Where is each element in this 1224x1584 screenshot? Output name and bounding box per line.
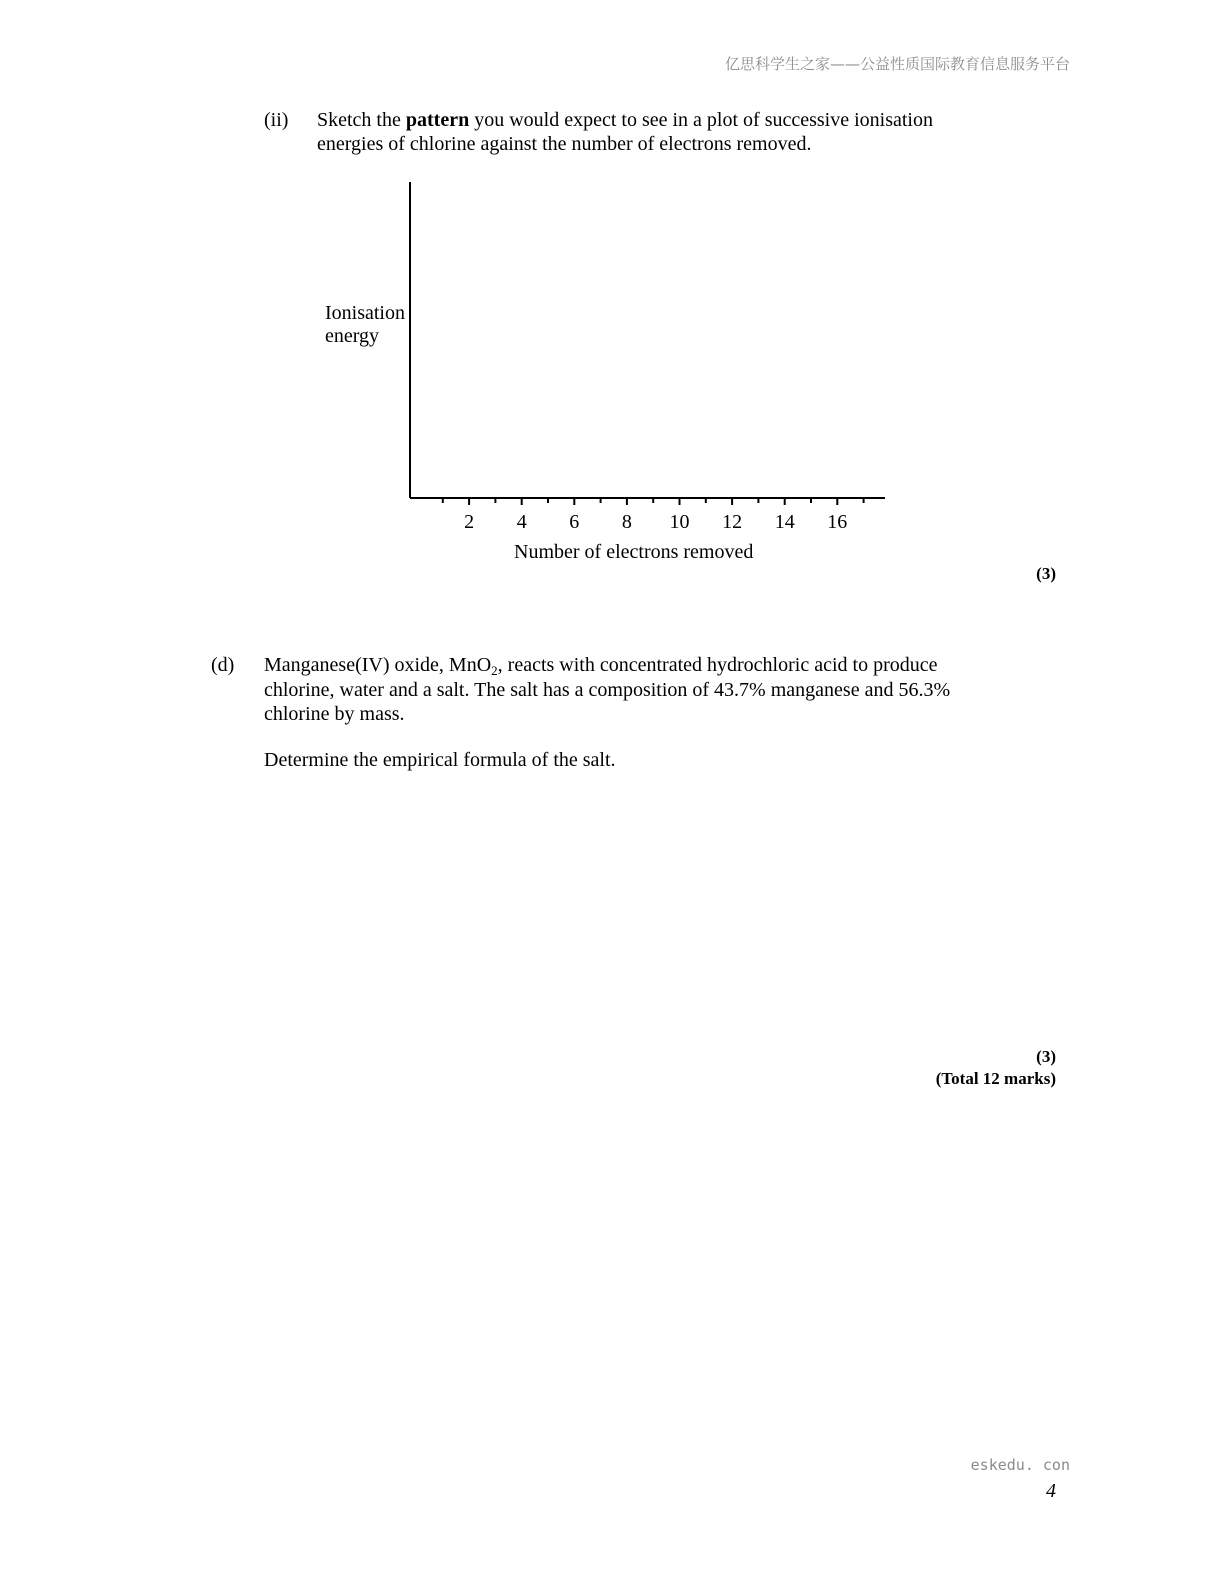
x-axis-ticks: [443, 498, 864, 505]
x-tick-label-8: 8: [621, 511, 632, 533]
y-axis-label-line1: Ionisation: [325, 302, 405, 324]
x-axis-label: Number of electrons removed: [514, 541, 754, 563]
page-number: 4: [1046, 1480, 1056, 1502]
part-d-text-post: , reacts with concentrated hydrochloric acid to produce: [497, 654, 938, 676]
page-header-watermark: 亿思科学生之家——公益性质国际教育信息服务平台: [724, 55, 1070, 73]
x-tick-label-12: 12: [722, 511, 743, 533]
x-tick-label-4: 4: [516, 511, 527, 533]
part-ii-text-pre: Sketch the: [317, 109, 406, 131]
x-tick-label-2: 2: [464, 511, 475, 533]
part-d-instruction: Determine the empirical formula of the salt.: [264, 749, 616, 771]
part-ii-question-line2: energies of chlorine against the number of electrons removed.: [317, 133, 812, 155]
x-axis-tick-labels: [464, 511, 847, 533]
part-ii-number: (ii): [264, 109, 289, 131]
part-d-marks: (3): [1036, 1047, 1056, 1066]
y-axis-label-line2: energy: [325, 325, 380, 347]
part-d-subscript: 2: [491, 663, 498, 678]
part-d-text-pre: Manganese(IV) oxide, MnO: [264, 654, 492, 676]
footer-site-watermark: eskedu. con: [970, 1456, 1070, 1474]
total-marks: (Total 12 marks): [935, 1069, 1056, 1088]
x-tick-label-16: 16: [827, 511, 848, 533]
x-tick-label-6: 6: [569, 511, 580, 533]
part-d-question-line2: chlorine, water and a salt. The salt has a composition of 43.7% manganese and 56.3%: [264, 679, 951, 701]
x-tick-label-14: 14: [774, 511, 795, 533]
part-d-question-line1: [264, 653, 938, 677]
part-ii-marks: (3): [1036, 564, 1056, 583]
part-ii-text-bold: pattern: [405, 109, 470, 131]
x-tick-label-10: 10: [669, 511, 690, 533]
part-ii-text-post: you would expect to see in a plot of successive ionisation: [469, 109, 933, 131]
part-d-number: (d): [211, 654, 235, 676]
ionisation-energy-axes: [0, 0, 1224, 620]
part-d-question-line3: chlorine by mass.: [264, 703, 405, 725]
